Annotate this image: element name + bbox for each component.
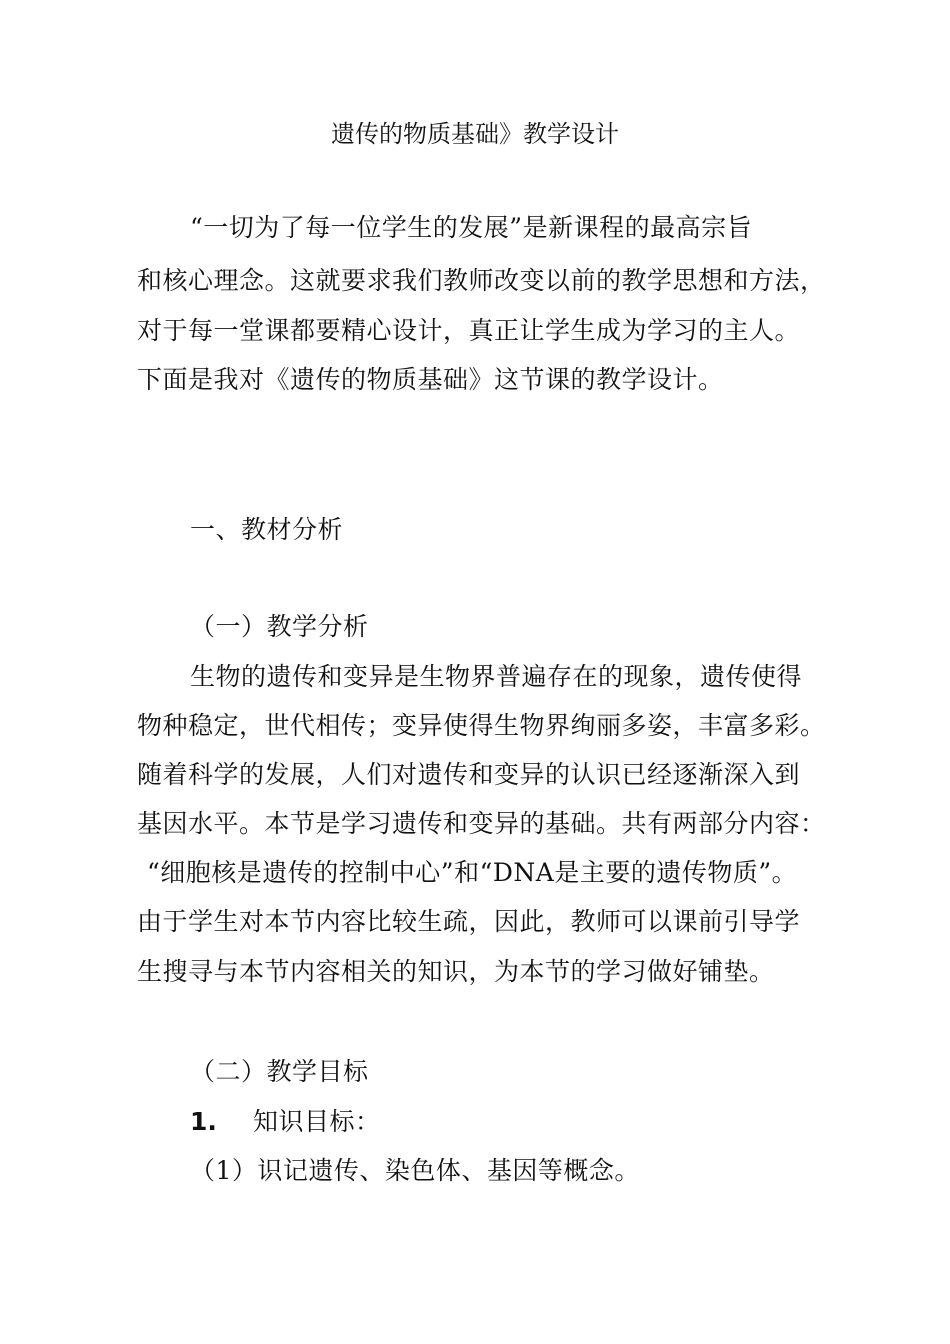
analysis-line-1: 生物的遗传和变异是生物界普遍存在的现象，遗传使得 bbox=[190, 662, 803, 691]
intro-line-1: “一切为了每一位学生的发展”是新课程的最高宗旨 bbox=[190, 213, 753, 242]
intro-line-3: 对于每一堂课都要精心设计，真正让学生成为学习的主人。 bbox=[137, 316, 801, 345]
analysis-line-3: 随着科学的发展，人们对遗传和变异的认识已经逐渐深入到 bbox=[137, 760, 801, 789]
subsection-heading-analysis: （一）教学分析 bbox=[190, 612, 369, 641]
analysis-line-4: 基因水平。本节是学习遗传和变异的基础。共有两部分内容： bbox=[137, 809, 826, 838]
subsection-heading-objectives: （二）教学目标 bbox=[190, 1057, 369, 1086]
list-number: 1. bbox=[190, 1107, 217, 1136]
analysis-line-5: “细胞核是遗传的控制中心”和“DNA是主要的遗传物质”。 bbox=[147, 858, 798, 887]
objective-item-1: （1）识记遗传、染色体、基因等概念。 bbox=[190, 1156, 640, 1185]
analysis-line-2: 物种稳定，世代相传；变异使得生物界绚丽多姿，丰富多彩。 bbox=[137, 711, 826, 740]
analysis-line-7: 生搜寻与本节内容相关的知识，为本节的学习做好铺垫。 bbox=[137, 957, 775, 986]
section-heading-materials: 一、教材分析 bbox=[190, 515, 344, 544]
intro-line-4: 下面是我对《遗传的物质基础》这节课的教学设计。 bbox=[137, 365, 724, 394]
document-title: 遗传的物质基础》教学设计 bbox=[331, 120, 619, 148]
analysis-line-6: 由于学生对本节内容比较生疏，因此，教师可以课前引导学 bbox=[137, 907, 801, 936]
intro-line-2: 和核心理念。这就要求我们教师改变以前的教学思想和方法， bbox=[137, 266, 826, 295]
knowledge-objective-label: 知识目标： bbox=[253, 1107, 381, 1136]
